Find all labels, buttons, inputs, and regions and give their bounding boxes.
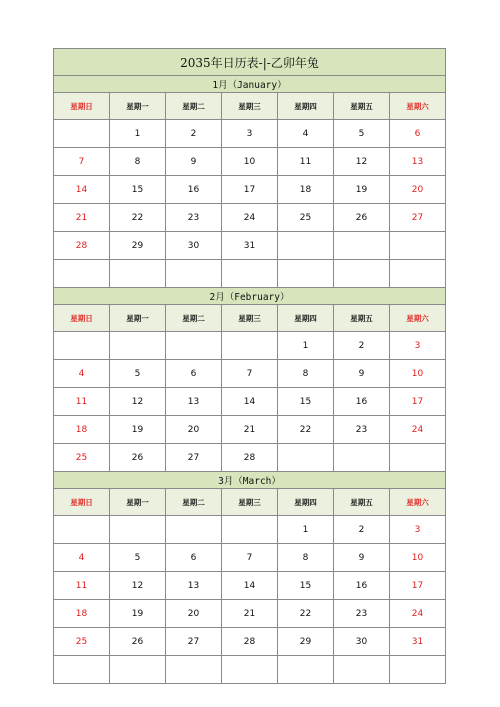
- day-cell: 12: [110, 388, 166, 416]
- day-cell: 8: [278, 360, 334, 388]
- day-cell: [166, 332, 222, 360]
- day-cell: 19: [334, 176, 390, 204]
- day-cell: 27: [166, 628, 222, 656]
- month-title: 3月（March）: [54, 472, 446, 489]
- day-cell: 15: [278, 572, 334, 600]
- week-row: [54, 260, 446, 288]
- weekday-header-row: [54, 489, 446, 516]
- day-cell: 2: [334, 516, 390, 544]
- day-cell: 21: [222, 600, 278, 628]
- day-cell: 3: [390, 332, 446, 360]
- day-cell: 7: [222, 544, 278, 572]
- day-cell: 12: [110, 572, 166, 600]
- week-row: [54, 656, 446, 684]
- day-cell: 28: [222, 444, 278, 472]
- day-cell: 22: [110, 204, 166, 232]
- day-cell: 15: [278, 388, 334, 416]
- day-cell: 23: [334, 416, 390, 444]
- day-cell: 8: [278, 544, 334, 572]
- day-cell: 1: [110, 120, 166, 148]
- day-cell: [390, 444, 446, 472]
- day-cell: 28: [222, 628, 278, 656]
- day-cell: [334, 444, 390, 472]
- day-cell: [278, 656, 334, 684]
- day-cell: 18: [54, 416, 110, 444]
- week-row: [54, 204, 446, 232]
- day-cell: 26: [334, 204, 390, 232]
- month-title: 1月（January）: [54, 76, 446, 93]
- day-cell: 27: [390, 204, 446, 232]
- day-cell: 4: [54, 544, 110, 572]
- day-cell: 3: [222, 120, 278, 148]
- weekday-label: 星期二: [166, 305, 222, 332]
- day-cell: [110, 656, 166, 684]
- day-cell: 23: [166, 204, 222, 232]
- weekday-header-row: [54, 93, 446, 120]
- day-cell: [166, 260, 222, 288]
- day-cell: [166, 656, 222, 684]
- day-cell: 4: [54, 360, 110, 388]
- day-cell: 26: [110, 628, 166, 656]
- weekday-label: 星期日: [54, 305, 110, 332]
- day-cell: 25: [278, 204, 334, 232]
- weekday-label: 星期四: [278, 93, 334, 120]
- day-cell: [278, 260, 334, 288]
- day-cell: 16: [166, 176, 222, 204]
- weekday-label: 星期日: [54, 93, 110, 120]
- day-cell: 25: [54, 628, 110, 656]
- day-cell: 27: [166, 444, 222, 472]
- day-cell: 9: [166, 148, 222, 176]
- day-cell: 4: [278, 120, 334, 148]
- day-cell: 19: [110, 600, 166, 628]
- day-cell: 24: [222, 204, 278, 232]
- day-cell: [222, 332, 278, 360]
- day-cell: [222, 260, 278, 288]
- day-cell: 18: [278, 176, 334, 204]
- day-cell: [222, 656, 278, 684]
- day-cell: 17: [222, 176, 278, 204]
- week-row: [54, 332, 446, 360]
- week-row: [54, 600, 446, 628]
- weekday-label: 星期五: [334, 305, 390, 332]
- week-row: [54, 516, 446, 544]
- week-row: [54, 628, 446, 656]
- day-cell: [390, 232, 446, 260]
- day-cell: 3: [390, 516, 446, 544]
- day-cell: 18: [54, 600, 110, 628]
- weekday-label: 星期六: [390, 93, 446, 120]
- day-cell: 20: [166, 416, 222, 444]
- day-cell: 13: [390, 148, 446, 176]
- day-cell: [54, 332, 110, 360]
- day-cell: 10: [390, 360, 446, 388]
- weekday-label: 星期四: [278, 305, 334, 332]
- day-cell: 6: [390, 120, 446, 148]
- day-cell: 14: [54, 176, 110, 204]
- weekday-label: 星期三: [222, 93, 278, 120]
- week-row: [54, 572, 446, 600]
- day-cell: 24: [390, 416, 446, 444]
- day-cell: 10: [390, 544, 446, 572]
- weekday-label: 星期六: [390, 489, 446, 516]
- day-cell: 11: [278, 148, 334, 176]
- day-cell: [54, 260, 110, 288]
- day-cell: [334, 232, 390, 260]
- day-cell: [334, 656, 390, 684]
- day-cell: 5: [110, 544, 166, 572]
- day-cell: 23: [334, 600, 390, 628]
- day-cell: 20: [390, 176, 446, 204]
- day-cell: 9: [334, 360, 390, 388]
- day-cell: 24: [390, 600, 446, 628]
- week-row: [54, 444, 446, 472]
- week-row: [54, 232, 446, 260]
- weekday-label: 星期一: [110, 305, 166, 332]
- weekday-label: 星期六: [390, 305, 446, 332]
- day-cell: 31: [222, 232, 278, 260]
- weekday-label: 星期一: [110, 93, 166, 120]
- day-cell: 16: [334, 388, 390, 416]
- day-cell: [390, 260, 446, 288]
- calendar-table: [53, 48, 446, 684]
- day-cell: [110, 260, 166, 288]
- day-cell: 26: [110, 444, 166, 472]
- month-header-row: [54, 472, 446, 489]
- day-cell: 29: [110, 232, 166, 260]
- day-cell: 19: [110, 416, 166, 444]
- week-row: [54, 388, 446, 416]
- day-cell: 30: [166, 232, 222, 260]
- day-cell: 14: [222, 572, 278, 600]
- day-cell: [54, 656, 110, 684]
- month-header-row: [54, 288, 446, 305]
- day-cell: 11: [54, 388, 110, 416]
- week-row: [54, 176, 446, 204]
- calendar-body: [54, 49, 446, 684]
- day-cell: [334, 260, 390, 288]
- weekday-label: 星期五: [334, 93, 390, 120]
- day-cell: [222, 516, 278, 544]
- day-cell: [166, 516, 222, 544]
- day-cell: 7: [222, 360, 278, 388]
- day-cell: 14: [222, 388, 278, 416]
- weekday-label: 星期三: [222, 489, 278, 516]
- day-cell: [54, 120, 110, 148]
- week-row: [54, 544, 446, 572]
- day-cell: 13: [166, 572, 222, 600]
- day-cell: 15: [110, 176, 166, 204]
- weekday-label: 星期五: [334, 489, 390, 516]
- day-cell: 10: [222, 148, 278, 176]
- day-cell: 28: [54, 232, 110, 260]
- day-cell: 30: [334, 628, 390, 656]
- day-cell: 2: [334, 332, 390, 360]
- day-cell: 5: [110, 360, 166, 388]
- day-cell: 2: [166, 120, 222, 148]
- day-cell: 29: [278, 628, 334, 656]
- week-row: [54, 148, 446, 176]
- weekday-label: 星期二: [166, 93, 222, 120]
- day-cell: 20: [166, 600, 222, 628]
- day-cell: 21: [54, 204, 110, 232]
- weekday-label: 星期三: [222, 305, 278, 332]
- day-cell: 17: [390, 388, 446, 416]
- day-cell: 21: [222, 416, 278, 444]
- day-cell: 22: [278, 600, 334, 628]
- day-cell: 31: [390, 628, 446, 656]
- week-row: [54, 360, 446, 388]
- day-cell: [278, 232, 334, 260]
- weekday-label: 星期日: [54, 489, 110, 516]
- day-cell: 6: [166, 544, 222, 572]
- day-cell: 12: [334, 148, 390, 176]
- title-row: [54, 49, 446, 76]
- day-cell: 1: [278, 332, 334, 360]
- day-cell: 6: [166, 360, 222, 388]
- day-cell: 8: [110, 148, 166, 176]
- week-row: [54, 120, 446, 148]
- page-title: 2035年日历表-|-乙卯年兔: [54, 49, 446, 76]
- day-cell: 22: [278, 416, 334, 444]
- day-cell: 11: [54, 572, 110, 600]
- day-cell: 9: [334, 544, 390, 572]
- day-cell: [390, 656, 446, 684]
- day-cell: [54, 516, 110, 544]
- day-cell: 16: [334, 572, 390, 600]
- day-cell: 1: [278, 516, 334, 544]
- day-cell: 25: [54, 444, 110, 472]
- weekday-label: 星期四: [278, 489, 334, 516]
- weekday-label: 星期一: [110, 489, 166, 516]
- day-cell: 13: [166, 388, 222, 416]
- weekday-label: 星期二: [166, 489, 222, 516]
- day-cell: 5: [334, 120, 390, 148]
- day-cell: [110, 516, 166, 544]
- month-title: 2月（February）: [54, 288, 446, 305]
- month-header-row: [54, 76, 446, 93]
- day-cell: 17: [390, 572, 446, 600]
- day-cell: [110, 332, 166, 360]
- day-cell: 7: [54, 148, 110, 176]
- weekday-header-row: [54, 305, 446, 332]
- week-row: [54, 416, 446, 444]
- day-cell: [278, 444, 334, 472]
